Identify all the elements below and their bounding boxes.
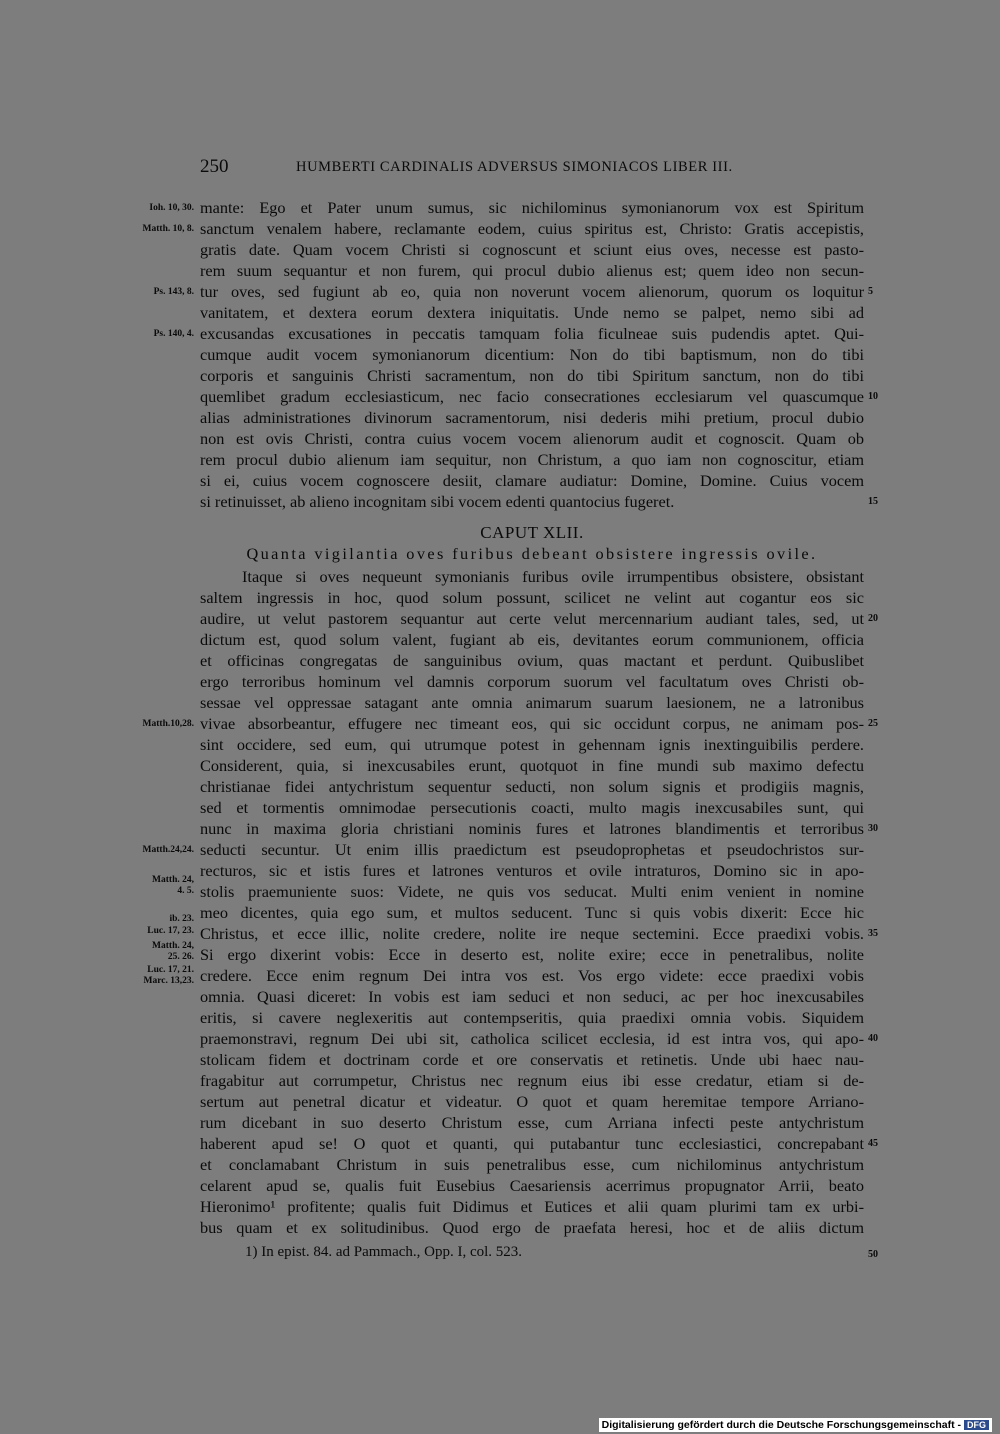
text-line: quemlibet gradum ecclesiasticum, nec facio consecrationes ecclesiarum vel quascumque [200,387,864,406]
text-line: nunc in maxima gloria christiani nominis fures et latrones blandimentis et terroribus [200,819,864,838]
line-number: 20 [868,613,878,624]
text-line: recturos, sic et istis fures et latrones venturos et ovile intraturos, Domino sic in apo- [200,861,864,880]
text-line: vanitatem, et dextera eorum dextera iniquitatis. Unde nemo se palpet, nemo sibi ad [200,303,864,322]
dfg-logo: DFG [964,1420,989,1430]
text-line: Si ergo dixerint vobis: Ecce in deserto est, nolite exire; ecce in penetralibus, nolite [200,945,864,964]
text-line: eritis, si cavere neglexeritis aut contempseritis, quia praedixi omnia vobis. Siquidem [200,1008,864,1027]
text-line: bus quam et ex solitudinibus. Quod ergo de praefata heresi, hoc et de aliis dictum [200,1218,864,1237]
margin-reference: Luc. 17, 23. [147,926,194,936]
text-line: Considerent, quia, si inexcusabiles erunt, quotquot in fine mundi sub maximo defectu [200,756,864,775]
text-line: Hieronimo¹ profitente; qualis fuit Didimus et Eutices et alii quam plurimi tam ex urbi- [200,1197,864,1216]
text-line: omnia. Quasi diceret: In vobis est iam seduci et non seduci, ac per hoc inexcusabiles [200,987,864,1006]
text-line: gratis date. Quam vocem Christi si cognoscunt et sciunt eius oves, necesse est pasto- [200,240,864,259]
margin-reference: Marc. 13,23. [143,976,194,986]
text-line: haberent apud se! O quot et quanti, qui putabantur tunc ecclesiastici, concrepabant [200,1134,864,1153]
page-number: 250 [200,156,229,177]
text-line: Christus, et ecce illic, nolite credere, nolite ire neque sectemini. Ecce praedixi vobis. [200,924,864,943]
margin-reference: Luc. 17, 21. [147,965,194,975]
line-number: 40 [868,1033,878,1044]
margin-reference: Matth.24,24. [142,845,194,855]
text-line: praemonstravi, regnum Dei ubi sit, catholica scilicet ecclesia, id est intra vos, qui apo- [200,1029,864,1048]
margin-reference: Ps. 143, 8. [153,287,194,297]
text-line: celarent apud se, qualis fuit Eusebius Caesariensis acerrimus propugnator Arrii, beato [200,1176,864,1195]
funding-text: Digitalisierung gefördert durch die Deutsche Forschungsgemeinschaft - [601,1419,961,1431]
text-line: stolicam fidem et doctrinam corde et ore conservatis et retinetis. Unde ubi haec nau- [200,1050,864,1069]
text-line: sed et tormentis omnimodae persecutionis coacti, multo magis inexcusabiles sunt, qui [200,798,864,817]
funding-footer [599,1418,992,1432]
text-line: si retinuisset, ab alieno incognitam sibi vocem edenti quantocius fugeret. [200,492,675,511]
text-line: audire, ut velut pastorem sequantur aut certe velut mercennarium audiant tales, sed, ut [200,609,864,628]
line-number: 25 [868,718,878,729]
text-line: seducti secuntur. Ut enim illis praedictum est pseudoprophetas et pseudochristos sur- [200,840,864,859]
text-line: mante: Ego et Pater unum sumus, sic nichilominus symonianorum vox est Spiritum [200,198,864,217]
text-line: stolis praemuniente suos: Videte, ne quis vos seducat. Multi enim venient in nomine [200,882,864,901]
text-line: credere. Ecce enim regnum Dei intra vos est. Vos ergo videte: ecce praedixi vobis [200,966,864,985]
margin-reference: Matth.10,28. [142,719,194,729]
line-number: 15 [868,496,878,507]
text-line: sessae vel oppressae satagant ante omnia animarum suarum laesionem, ne a latronibus [200,693,864,712]
chapter-subtitle: Quanta vigilantia oves furibus debeant obsistere ingressis ovile. [246,544,818,563]
text-line: rum dicebant in suo deserto Christum esse, cum Arriana infecti peste antychristum [200,1113,864,1132]
text-line: non est ovis Christi, contra cuius vocem vocem alienorum audit et cognoscit. Quam ob [200,429,864,448]
text-line: meo dicentes, quia ego sum, et multos seducent. Tunc si quis vobis dixerit: Ecce hic [200,903,864,922]
text-line: saltem ingressis in hoc, quod solum possunt, scilicet ne velint aut cogantur eos sic [200,588,864,607]
line-number: 30 [868,823,878,834]
text-line: cumque audit vocem symonianorum dicentium: Non do tibi baptismum, non do tibi [200,345,864,364]
margin-reference: Matth. 24, 25. 26. [152,941,194,962]
text-line: et officinas congregatas de sanguinibus ovium, quas mactant et perdunt. Quibuslibet [200,651,864,670]
text-line: tur oves, sed fugiunt ab eo, quia non noverunt vocem alienorum, quorum os loquitur [200,282,864,301]
text-line: sint occidere, sed eum, qui utrumque potest in gehennam ignis inextinguibilis perdere. [200,735,864,754]
line-number: 45 [868,1138,878,1149]
text-line: rem procul dubio alienum iam sequitur, non Christum, a quo iam non cognoscitur, etiam [200,450,864,469]
chapter-heading: CAPUT XLII. [480,523,584,542]
footnote: 1) In epist. 84. ad Pammach., Opp. I, col. 523. [245,1244,523,1260]
text-line: vivae absorbeantur, effugere nec timeant eos, qui sic occidunt corpus, ne animam pos- [200,714,864,733]
text-line: sertum aut penetral dicatur et videatur. O quot et quam heremitae tempore Arriano- [200,1092,864,1111]
text-line: rem suum sequantur et non furem, qui procul dubio alienus est; quem ideo non secun- [200,261,864,280]
line-number: 10 [868,391,878,402]
margin-reference: Matth. 24, 4. 5. [152,875,194,896]
text-line: Itaque si oves nequeunt symonianis furibus ovile irrumpentibus obsistere, obsistant [242,567,864,586]
text-line: dictum est, quod solum valent, fugiant ab eis, devitantes eorum communionem, officia [200,630,864,649]
text-line: ergo terroribus hominum vel damnis corporum suorum vel facultatum oves Christi ob- [200,672,864,691]
margin-reference: Matth. 10, 8. [142,224,194,234]
text-line: christianae fidei antychristum sequentur seducti, non solum signis et prodigiis magnis, [200,777,864,796]
line-number: 50 [868,1249,878,1260]
margin-reference: Ioh. 10, 30. [149,203,194,213]
text-line: alias administrationes divinorum sacramentorum, nisi dederis mihi pretium, procul dubio [200,408,864,427]
margin-reference: Ps. 140, 4. [153,329,194,339]
text-line: corporis et sanguinis Christi sacramentum, non do tibi Spiritum sanctum, non do tibi [200,366,864,385]
margin-reference: ib. 23. [169,914,194,924]
running-header [200,156,864,182]
text-line: fragabitur aut corrumpetur, Christus nec regnum eius ibi esse credatur, etiam si de- [200,1071,864,1090]
line-number: 35 [868,928,878,939]
line-number: 5 [868,286,873,297]
text-line: et conclamabant Christum in suis penetralibus esse, cum nichilominus antychristum [200,1155,864,1174]
text-line: si ei, cuius vocem cognoscere desiit, clamare audiatur: Domine, Domine. Cuius vocem [200,471,864,490]
text-line: sanctum venalem habere, reclamante eodem, cuius spiritus est, Christo: Gratis accepistis, [200,219,864,238]
text-line: excusandas excusationes in peccatis tamquam folia ficulneae suis pudendis aptet. Qui- [200,324,864,343]
running-title: HUMBERTI CARDINALIS ADVERSUS SIMONIACOS LIBER III. [296,159,733,175]
